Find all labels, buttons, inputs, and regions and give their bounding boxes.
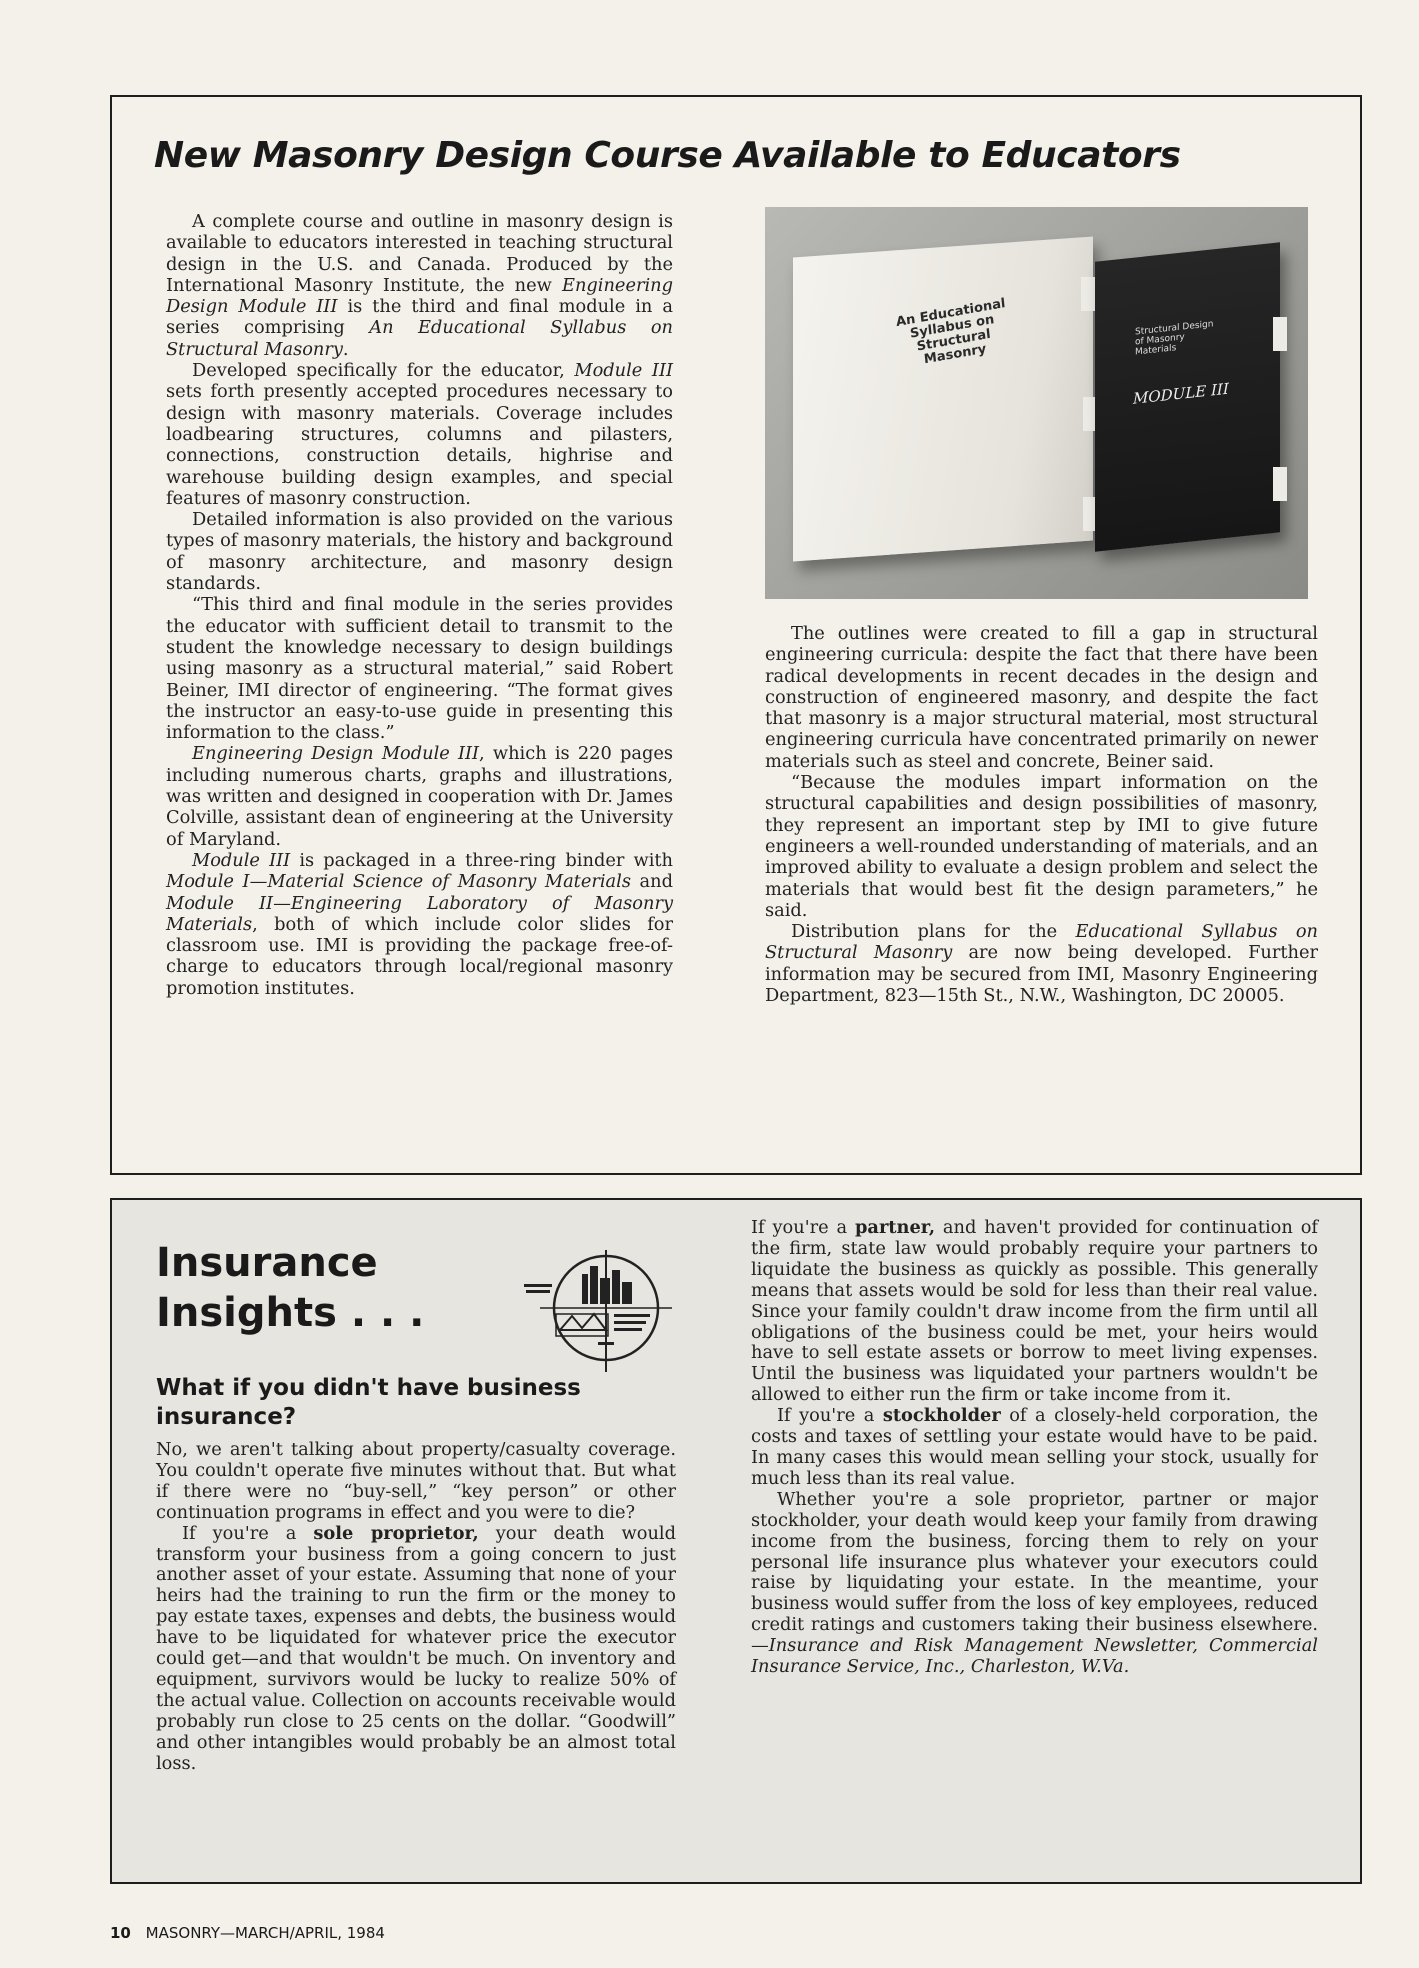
text-run: The outlines were created to fill a gap in structural engineering curricula: despite the fact that there have been radical developments in recent decades in the design and construction of engineered masonry, and despite the fact that masonry is a major structural material, most structural engineering curricula have concentrated primarily on newer materials such as steel and concrete, Beiner said. <box>765 623 1318 772</box>
text-run: No, we aren't talking about property/casualty coverage. You couldn't operate five minutes without that. But what if there were no “buy-sell,” “key person” or other continuation programs in effect and you were to die? <box>156 1439 676 1523</box>
bold-text: stockholder <box>882 1405 1001 1427</box>
text-run: Whether you're a sole proprietor, partner or major stockholder, your death would keep your family from drawing income from the business, forcing them to rely on your personal life insurance plus whatever your executors could raise by liquidating your estate. In the meantime, your business would suffer from the loss of key employees, reduced credit ratings and customers taking their business elsewhere. — <box>751 1488 1318 1657</box>
paragraph <box>751 1490 1318 1678</box>
italic-text: Engineering Design Module III <box>166 274 673 318</box>
insurance-column-left <box>156 1440 676 1775</box>
insurance-column-right <box>751 1218 1318 1678</box>
bold-text: partner, <box>854 1217 936 1238</box>
text-run: your death would transform your business from a going concern to just another asset of your estate. Assuming that none of your heirs had the training to run the firm or the money to pay estate taxes, expenses and debts, the business would have to be liquidated for whatever price the executor could get—and that wouldn't be much. On inventory and equipment, survivors would be lucky to realize 50% of the actual value. Collection on accounts receivable would probably run close to 25 cents on the dollar. “Goodwill” and other intangibles would probably be an almost total loss. <box>156 1522 676 1774</box>
paragraph <box>765 772 1318 921</box>
italic-text: Educational Syllabus on Structural Masonry <box>765 921 1318 964</box>
logo-text <box>112 1200 113 1201</box>
text-run: are now being developed. Further information may be secured from IMI, Masonry Engineering Department, 823—15th St., N.W., Washington, DC 20005. <box>765 942 1318 1007</box>
publication-line: MASONRY—MARCH/APRIL, 1984 <box>145 1924 385 1942</box>
paragraph <box>751 1406 1318 1490</box>
paragraph <box>166 743 673 849</box>
text-run: Detailed information is also provided on the various types of masonry materials, the history and background of masonry architecture, and masonry design standards. <box>166 509 673 595</box>
text-run: . <box>342 338 349 360</box>
italic-text: Module II—Engineering Laboratory of Masonry Materials <box>166 892 673 935</box>
binder-cover-text: An Educational Syllabus on Structural Masonry <box>895 296 1007 368</box>
binder-tab <box>1081 277 1095 311</box>
bold-text: sole proprietor, <box>313 1522 479 1544</box>
module-iii-binder <box>1095 242 1280 551</box>
binder-tab <box>1273 317 1287 351</box>
insurance-subhead: What if you didn't have business insurance? <box>156 1375 581 1430</box>
mason-contractors-logo-icon <box>520 1240 678 1376</box>
insurance-title-line1: Insurance <box>156 1240 378 1286</box>
binder-module-label: MODULE III <box>1133 379 1229 408</box>
binders-photo <box>765 207 1308 599</box>
text-run: If you're a <box>751 1217 855 1238</box>
text-run: sets forth presently accepted procedures necessary to design with masonry materials. Coverage includes loadbearing structures, columns and pilasters, connections, construction details, highrise and warehouse building design examples, and special features of masonry construction. <box>166 381 673 509</box>
article-headline: New Masonry Design Course Available to Educators <box>154 135 1181 176</box>
paragraph <box>166 211 673 360</box>
paragraph <box>765 921 1318 1006</box>
educational-syllabus-binder <box>793 237 1093 562</box>
binder-title: Structural Design of Masonry Materials <box>1135 319 1214 358</box>
text-run: is the third and final module in a series comprising <box>166 296 673 339</box>
article-masonry-course <box>110 95 1362 1175</box>
text-run: Developed specifically for the educator, <box>192 360 575 382</box>
page-footer <box>110 1924 385 1942</box>
paragraph <box>156 1440 676 1524</box>
paragraph <box>166 360 673 509</box>
insurance-title-line2: Insights . . . <box>156 1290 425 1336</box>
text-run: and haven't provided for continuation of the firm, state law would probably require your partners to liquidate the business as quickly as possible. This generally means that assets would be sold for less than their real value. Since your family couldn't draw income from the firm until all obligations of the business could be met, your heirs would have to sell estate assets or borrow to meet living expenses. Until the business was liquidated your partners wouldn't be allowed to either run the firm or take income from it. <box>751 1217 1319 1406</box>
insurance-insights-box <box>110 1198 1362 1884</box>
binder-tab <box>1273 467 1287 501</box>
text-run: If you're a <box>777 1405 883 1427</box>
article-column-right <box>765 623 1318 1006</box>
paragraph <box>166 509 673 594</box>
paragraph <box>156 1524 676 1775</box>
insurance-title <box>156 1238 424 1338</box>
text-run: , which is 220 pages including numerous charts, graphs and illustrations, was written and designed in cooperation with Dr. James Colville, assistant dean of engineering at the University of Maryland. <box>166 743 673 850</box>
page-number: 10 <box>110 1924 131 1942</box>
paragraph <box>765 623 1318 772</box>
italic-text: Insurance and Risk Management Newsletter, Commercial Insurance Service, Inc., Charleston, W.Va. <box>751 1635 1318 1678</box>
text-run: “Because the modules impart information on the structural capabilities and design possibilities of masonry, they represent an important step by IMI to give future engineers a well-rounded understanding of materials, and an improved ability to evaluate a design problem and select the materials that would best fit the design parameters,” he said. <box>765 772 1318 921</box>
text-run: Distribution plans for the <box>791 921 1076 943</box>
italic-text: Module III <box>192 849 291 871</box>
text-run: A complete course and outline in masonry design is available to educators interested in teaching structural design in the U.S. and Canada. Produced by the International Masonry Institute, the new <box>166 211 673 296</box>
italic-text: Module I—Material Science of Masonry Materials <box>166 871 631 893</box>
text-run: and <box>630 871 673 893</box>
paragraph <box>166 594 673 743</box>
paragraph <box>166 850 673 999</box>
text-run: “This third and final module in the series provides the educator with sufficient detail to transmit to the student the knowledge necessary to design buildings using masonry as a structural material,” said Robert Beiner, IMI director of engineering. “The format gives the instructor an easy-to-use guide in presenting this information to the class.” <box>166 594 673 744</box>
text-run: If you're a <box>182 1522 314 1544</box>
text-run: , both of which include color slides for classroom use. IMI is providing the package free-of-charge to educators through local/regional masonry promotion institutes. <box>166 913 673 999</box>
text-run: is packaged in a three-ring binder with <box>290 849 673 871</box>
italic-text: Module III <box>574 360 673 382</box>
italic-text: An Educational Syllabus on Structural Masonry <box>166 317 674 360</box>
paragraph <box>751 1218 1318 1406</box>
article-column-left <box>166 211 673 999</box>
italic-text: Engineering Design Module III <box>192 743 480 765</box>
text-run: of a closely-held corporation, the costs and taxes of settling your estate would have to be paid. In many cases this would mean selling your stock, usually for much less than its real value. <box>751 1405 1319 1489</box>
